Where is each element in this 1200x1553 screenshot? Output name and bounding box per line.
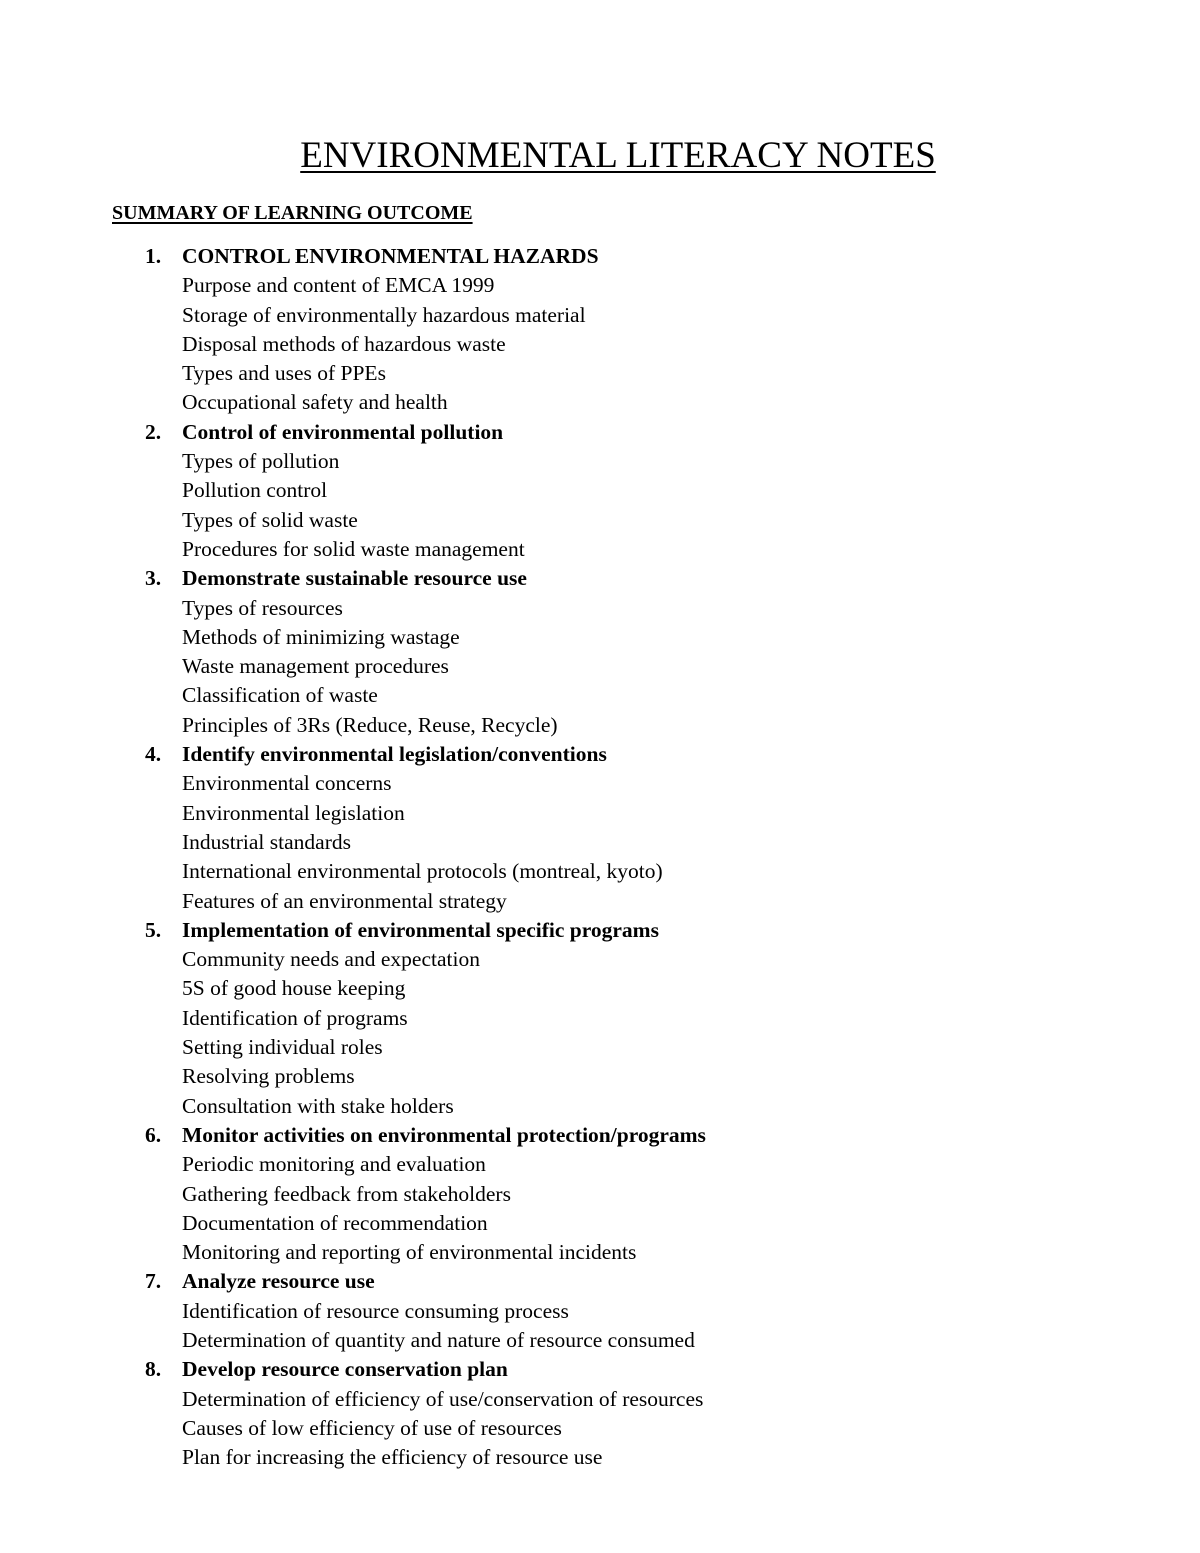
list-item-text: Environmental concerns [182, 771, 392, 796]
list-item [0, 535, 1200, 564]
list-item-text: Community needs and expectation [182, 947, 480, 972]
list-item-text: Principles of 3Rs (Reduce, Reuse, Recycle) [182, 712, 558, 737]
list-item [0, 1297, 1200, 1326]
list-item [0, 828, 1200, 857]
list-item-text: Consultation with stake holders [182, 1093, 454, 1118]
section-heading [0, 418, 1200, 447]
list-item [0, 1209, 1200, 1238]
list-item-text: Features of an environmental strategy [182, 888, 507, 913]
section-number: 8. [145, 1357, 162, 1382]
list-item-text: Storage of environmentally hazardous material [182, 302, 586, 327]
list-item-text: Classification of waste [182, 683, 378, 708]
list-item-text: Methods of minimizing wastage [182, 624, 460, 649]
list-item [0, 1150, 1200, 1179]
section-heading-text: Identify environmental legislation/conventions [182, 742, 607, 767]
list-item [0, 1033, 1200, 1062]
list-item [0, 945, 1200, 974]
list-item [0, 1238, 1200, 1267]
section-heading [0, 1267, 1200, 1296]
section-number: 2. [145, 419, 162, 444]
section-heading-text: Analyze resource use [182, 1269, 375, 1294]
list-item-text: Types and uses of PPEs [182, 361, 386, 386]
list-item-text: Monitoring and reporting of environmental incidents [182, 1240, 637, 1265]
list-item-text: Purpose and content of EMCA 1999 [182, 273, 495, 298]
list-item-text: Pollution control [182, 478, 328, 503]
list-item-text: Determination of quantity and nature of resource consumed [182, 1327, 695, 1352]
list-item-text: International environmental protocols (montreal, kyoto) [182, 859, 663, 884]
section-heading [0, 1355, 1200, 1384]
list-item [0, 594, 1200, 623]
section-number: 4. [145, 742, 162, 767]
section-number: 1. [145, 244, 162, 268]
page-subtitle: SUMMARY OF LEARNING OUTCOME [112, 202, 473, 224]
page-title: ENVIRONMENTAL LITERACY NOTES [300, 135, 936, 176]
list-item-text: Periodic monitoring and evaluation [182, 1152, 486, 1177]
list-item-text: Determination of efficiency of use/conservation of resources [182, 1386, 704, 1411]
list-item [0, 1092, 1200, 1121]
list-item [0, 1062, 1200, 1091]
section-heading-text: Monitor activities on environmental protection/programs [182, 1122, 706, 1147]
list-item-text: Gathering feedback from stakeholders [182, 1181, 511, 1206]
list-item-text: Types of pollution [182, 449, 340, 474]
section-heading [0, 916, 1200, 945]
list-item-text: Plan for increasing the efficiency of resource use [182, 1445, 603, 1470]
section-number: 6. [145, 1122, 162, 1147]
section-heading [0, 242, 1200, 271]
list-item-text: Types of resources [182, 595, 343, 620]
list-item-text: Resolving problems [182, 1064, 355, 1089]
list-item [0, 623, 1200, 652]
list-item [0, 1180, 1200, 1209]
section-heading [0, 564, 1200, 593]
list-item-text: Environmental legislation [182, 800, 405, 825]
list-item [0, 301, 1200, 330]
list-item [0, 1004, 1200, 1033]
learning-outcome-list [0, 242, 1200, 1472]
list-item [0, 652, 1200, 681]
section-heading-text: CONTROL ENVIRONMENTAL HAZARDS [182, 244, 599, 268]
list-item [0, 476, 1200, 505]
list-item [0, 447, 1200, 476]
list-item-text: Setting individual roles [182, 1035, 383, 1060]
list-item-text: Industrial standards [182, 829, 351, 854]
list-item [0, 359, 1200, 388]
list-item [0, 857, 1200, 886]
section-heading [0, 740, 1200, 769]
list-item [0, 506, 1200, 535]
list-item [0, 1385, 1200, 1414]
list-item [0, 769, 1200, 798]
list-item [0, 388, 1200, 417]
list-item-text: Procedures for solid waste management [182, 536, 525, 561]
list-item-text: Documentation of recommendation [182, 1210, 488, 1235]
list-item [0, 974, 1200, 1003]
list-item-text: Types of solid waste [182, 507, 358, 532]
section-number: 7. [145, 1269, 162, 1294]
list-item [0, 1414, 1200, 1443]
list-item [0, 271, 1200, 300]
section-heading-text: Control of environmental pollution [182, 419, 504, 444]
list-item-text: Occupational safety and health [182, 390, 448, 415]
list-item [0, 681, 1200, 710]
section-heading-text: Demonstrate sustainable resource use [182, 566, 527, 591]
section-number: 5. [145, 917, 162, 942]
list-item-text: Identification of resource consuming process [182, 1298, 569, 1323]
section-heading-text: Develop resource conservation plan [182, 1357, 508, 1382]
section-number: 3. [145, 566, 162, 591]
section-heading [0, 1121, 1200, 1150]
list-item [0, 711, 1200, 740]
list-item-text: Identification of programs [182, 1005, 408, 1030]
list-item-text: Disposal methods of hazardous waste [182, 331, 506, 356]
list-item-text: Causes of low efficiency of use of resources [182, 1415, 562, 1440]
list-item [0, 330, 1200, 359]
section-heading-text: Implementation of environmental specific programs [182, 917, 659, 942]
list-item-text: 5S of good house keeping [182, 976, 406, 1001]
list-item [0, 887, 1200, 916]
list-item-text: Waste management procedures [182, 654, 449, 679]
list-item [0, 1326, 1200, 1355]
list-item [0, 1443, 1200, 1472]
list-item [0, 799, 1200, 828]
